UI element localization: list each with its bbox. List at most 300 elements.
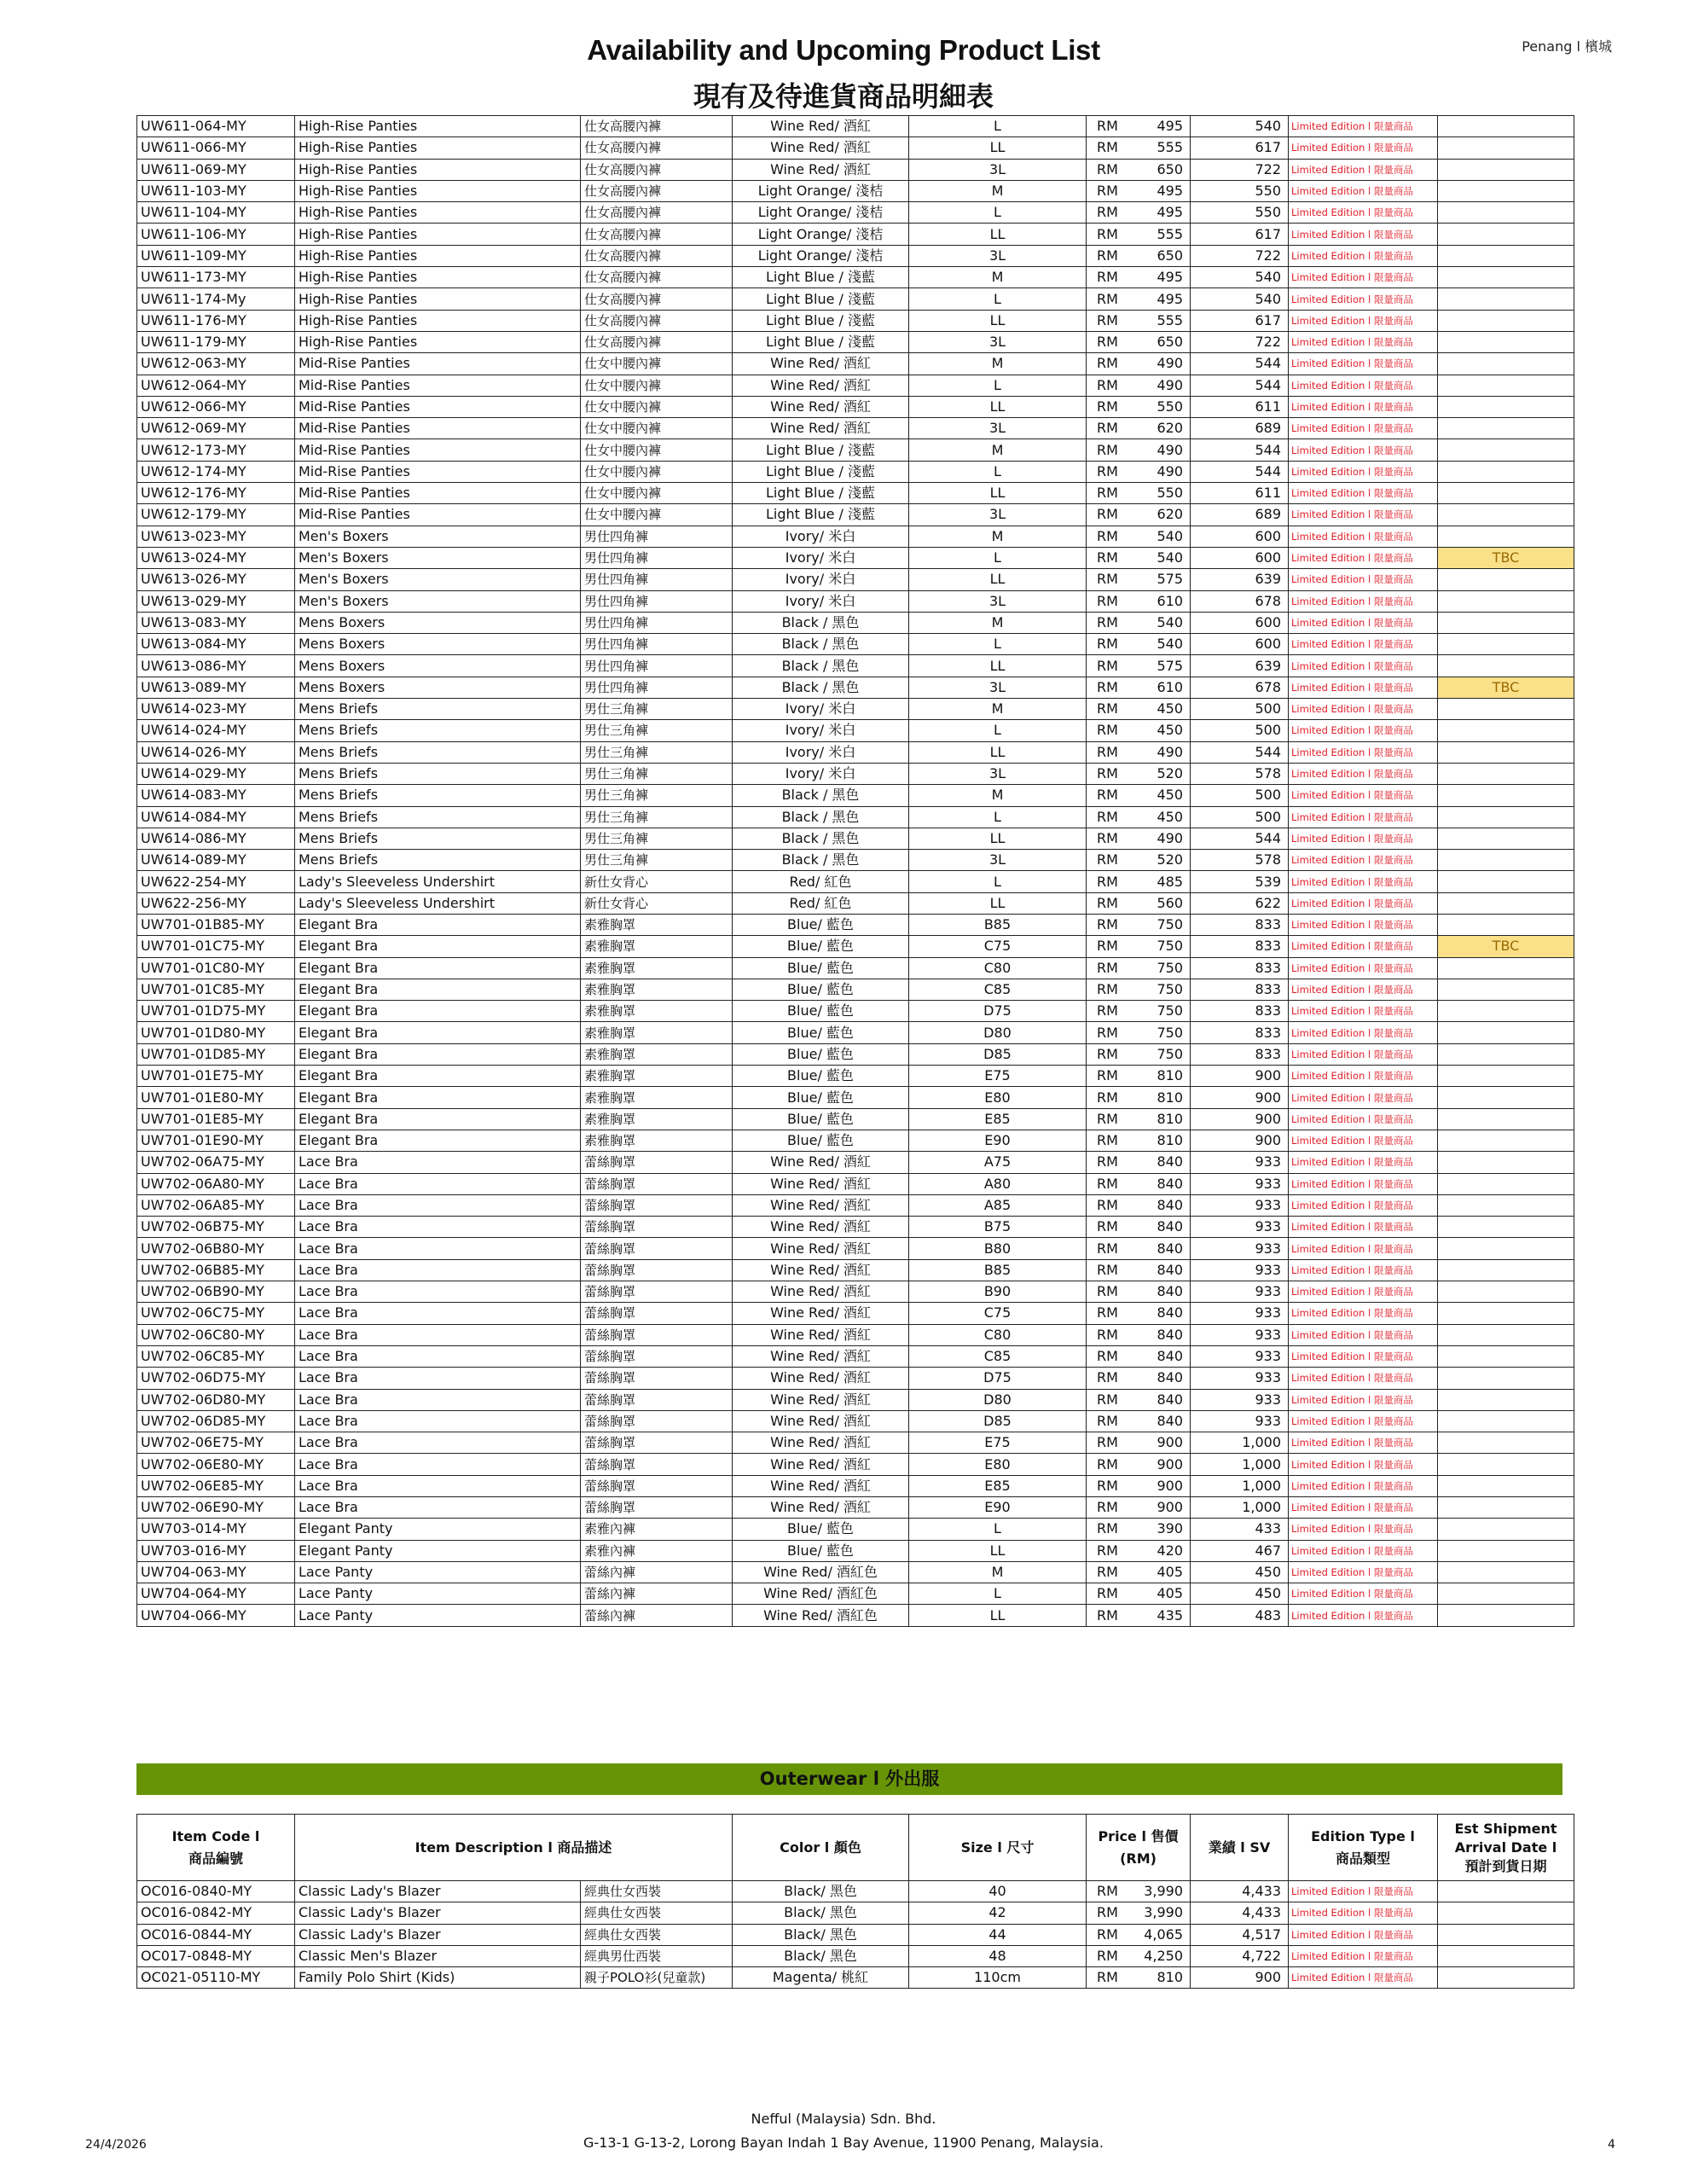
item-size: 40 (909, 1881, 1087, 1902)
item-code: UW611-109-MY (137, 245, 295, 266)
item-description: High-Rise Panties (295, 224, 581, 245)
item-description: Mid-Rise Panties (295, 504, 581, 526)
item-description-zh: 男仕三角褲 (581, 850, 733, 871)
price-value: 540 (1157, 549, 1183, 566)
currency-label: RM (1097, 1132, 1118, 1149)
item-code: UW614-089-MY (137, 850, 295, 871)
item-color: Blue/ 藍色 (733, 1066, 909, 1087)
table-row (137, 1173, 1574, 1194)
arrival-date (1438, 850, 1574, 871)
price-value: 900 (1157, 1499, 1183, 1516)
item-description-zh: 男仕四角褲 (581, 655, 733, 677)
table-row (137, 1605, 1574, 1626)
item-code: UW614-086-MY (137, 828, 295, 849)
item-description-zh: 蕾絲內褲 (581, 1561, 733, 1583)
currency-label: RM (1097, 873, 1118, 890)
item-description-zh: 蕾絲胸罩 (581, 1410, 733, 1432)
item-code: UW611-104-MY (137, 202, 295, 224)
item-price (1087, 1238, 1191, 1259)
item-color: Wine Red/ 酒紅色 (733, 1605, 909, 1626)
edition-type: Limited Edition l 限量商品 (1289, 310, 1438, 331)
item-description-zh: 男仕四角褲 (581, 569, 733, 590)
item-sv: 678 (1191, 677, 1289, 698)
item-description-zh: 蕾絲胸罩 (581, 1217, 733, 1238)
item-code: UW614-023-MY (137, 699, 295, 720)
item-color: Wine Red/ 酒紅 (733, 1368, 909, 1389)
item-code: UW701-01C75-MY (137, 936, 295, 957)
item-sv: 833 (1191, 936, 1289, 957)
item-sv: 833 (1191, 1022, 1289, 1043)
arrival-date (1438, 1001, 1574, 1022)
item-color: Black / 黑色 (733, 655, 909, 677)
item-size: C75 (909, 1303, 1087, 1324)
currency-label: RM (1097, 981, 1118, 998)
item-code: UW612-176-MY (137, 483, 295, 504)
edition-type: Limited Edition l 限量商品 (1289, 1108, 1438, 1130)
item-price (1087, 245, 1191, 266)
table-row (137, 1066, 1574, 1087)
currency-label: RM (1097, 376, 1118, 393)
item-price (1087, 785, 1191, 806)
item-sv: 1,000 (1191, 1454, 1289, 1475)
item-size: 3L (909, 590, 1087, 612)
item-description: Mid-Rise Panties (295, 439, 581, 461)
price-value: 490 (1157, 355, 1183, 372)
currency-label: RM (1097, 700, 1118, 717)
item-size: L (909, 871, 1087, 892)
item-size: A75 (909, 1152, 1087, 1173)
item-sv: 933 (1191, 1324, 1289, 1345)
table-row (137, 1001, 1574, 1022)
item-size: E85 (909, 1108, 1087, 1130)
table-row (137, 116, 1574, 137)
arrival-date (1438, 1561, 1574, 1583)
currency-label: RM (1097, 1153, 1118, 1170)
table-row (137, 806, 1574, 828)
item-size: 3L (909, 331, 1087, 352)
table-row (137, 1108, 1574, 1130)
table-row (137, 1881, 1574, 1902)
item-code: UW611-066-MY (137, 137, 295, 159)
item-sv: 578 (1191, 763, 1289, 784)
arrival-date (1438, 720, 1574, 741)
item-price (1087, 1519, 1191, 1540)
price-value: 4,250 (1144, 1948, 1183, 1965)
arrival-date (1438, 892, 1574, 914)
currency-label: RM (1097, 1218, 1118, 1235)
item-description: Elegant Bra (295, 1001, 581, 1022)
edition-type: Limited Edition l 限量商品 (1289, 1324, 1438, 1345)
item-sv: 544 (1191, 353, 1289, 375)
price-value: 435 (1157, 1606, 1183, 1623)
item-price (1087, 418, 1191, 439)
price-value: 750 (1157, 1045, 1183, 1062)
header-date-line3: 預計到貨日期 (1464, 1857, 1547, 1874)
edition-type: Limited Edition l 限量商品 (1289, 504, 1438, 526)
item-description-zh: 蕾絲胸罩 (581, 1497, 733, 1519)
price-value: 575 (1157, 657, 1183, 674)
item-description-zh: 男仕三角褲 (581, 720, 733, 741)
item-description: Mens Briefs (295, 806, 581, 828)
edition-type: Limited Edition l 限量商品 (1289, 1217, 1438, 1238)
price-value: 450 (1157, 808, 1183, 825)
edition-type: Limited Edition l 限量商品 (1289, 1540, 1438, 1561)
currency-label: RM (1097, 1067, 1118, 1084)
item-price (1087, 677, 1191, 698)
table-row (137, 979, 1574, 1000)
table-row (137, 957, 1574, 979)
arrival-date (1438, 655, 1574, 677)
item-size: E90 (909, 1497, 1087, 1519)
item-color: Wine Red/ 酒紅 (733, 396, 909, 417)
item-sv: 544 (1191, 461, 1289, 482)
item-description: Men's Boxers (295, 569, 581, 590)
item-size: C85 (909, 979, 1087, 1000)
item-sv: 544 (1191, 439, 1289, 461)
price-value: 840 (1157, 1412, 1183, 1429)
item-description-zh: 男仕四角褲 (581, 590, 733, 612)
currency-label: RM (1097, 527, 1118, 544)
item-description: Elegant Bra (295, 1043, 581, 1065)
edition-type: Limited Edition l 限量商品 (1289, 1022, 1438, 1043)
currency-label: RM (1097, 1542, 1118, 1559)
item-description-zh: 新仕女背心 (581, 892, 733, 914)
price-value: 490 (1157, 462, 1183, 479)
arrival-date (1438, 1259, 1574, 1281)
arrival-date (1438, 1475, 1574, 1496)
currency-label: RM (1097, 1926, 1118, 1943)
item-description-zh: 男仕四角褲 (581, 677, 733, 698)
item-description-zh: 素雅內褲 (581, 1519, 733, 1540)
item-code: UW702-06B75-MY (137, 1217, 295, 1238)
item-color: Wine Red/ 酒紅 (733, 1173, 909, 1194)
price-value: 520 (1157, 765, 1183, 782)
item-price (1087, 1303, 1191, 1324)
item-sv: 1,000 (1191, 1497, 1289, 1519)
item-code: UW702-06A75-MY (137, 1152, 295, 1173)
item-color: Light Blue / 淺藍 (733, 483, 909, 504)
item-size: 44 (909, 1924, 1087, 1945)
item-color: Black/ 黑色 (733, 1945, 909, 1966)
edition-type: Limited Edition l 限量商品 (1289, 1152, 1438, 1173)
arrival-date (1438, 1389, 1574, 1410)
arrival-date (1438, 202, 1574, 224)
table-row (137, 828, 1574, 849)
price-value: 490 (1157, 743, 1183, 760)
edition-type: Limited Edition l 限量商品 (1289, 850, 1438, 871)
table-row (137, 1432, 1574, 1454)
currency-label: RM (1097, 204, 1118, 221)
currency-label: RM (1097, 1412, 1118, 1429)
item-description-zh: 蕾絲胸罩 (581, 1152, 733, 1173)
item-color: Wine Red/ 酒紅 (733, 116, 909, 137)
currency-label: RM (1097, 355, 1118, 372)
item-code: OC016-0844-MY (137, 1924, 295, 1945)
item-sv: 544 (1191, 741, 1289, 763)
item-sv: 4,517 (1191, 1924, 1289, 1945)
edition-type: Limited Edition l 限量商品 (1289, 1087, 1438, 1108)
currency-label: RM (1097, 592, 1118, 609)
arrival-date (1438, 785, 1574, 806)
item-size: D80 (909, 1022, 1087, 1043)
currency-label: RM (1097, 1391, 1118, 1408)
currency-label: RM (1097, 1024, 1118, 1041)
table-row (137, 483, 1574, 504)
currency-label: RM (1097, 1089, 1118, 1106)
arrival-date (1438, 396, 1574, 417)
edition-type: Limited Edition l 限量商品 (1289, 1945, 1438, 1966)
item-description-zh: 仕女中腰內褲 (581, 375, 733, 396)
item-color: Light Blue / 淺藍 (733, 504, 909, 526)
currency-label: RM (1097, 1948, 1118, 1965)
item-color: Wine Red/ 酒紅 (733, 1217, 909, 1238)
header-arrival-date (1438, 1815, 1574, 1881)
item-code: UW701-01D75-MY (137, 1001, 295, 1022)
item-color: Ivory/ 米白 (733, 763, 909, 784)
arrival-date (1438, 741, 1574, 763)
arrival-date (1438, 439, 1574, 461)
price-value: 555 (1157, 225, 1183, 242)
item-description-zh: 蕾絲胸罩 (581, 1432, 733, 1454)
arrival-date (1438, 1043, 1574, 1065)
price-value: 390 (1157, 1520, 1183, 1537)
item-color: Red/ 紅色 (733, 871, 909, 892)
item-sv: 933 (1191, 1410, 1289, 1432)
arrival-date (1438, 288, 1574, 310)
price-value: 650 (1157, 160, 1183, 177)
item-color: Blue/ 藍色 (733, 914, 909, 935)
item-color: Light Orange/ 淺桔 (733, 202, 909, 224)
item-description: Lace Panty (295, 1605, 581, 1626)
currency-label: RM (1097, 678, 1118, 695)
item-code: UW704-063-MY (137, 1561, 295, 1583)
currency-label: RM (1097, 118, 1118, 135)
arrival-date (1438, 375, 1574, 396)
price-value: 650 (1157, 334, 1183, 351)
footer-company: Nefful (Malaysia) Sdn. Bhd. (751, 2111, 936, 2127)
item-color: Ivory/ 米白 (733, 547, 909, 568)
currency-label: RM (1097, 1002, 1118, 1019)
item-code: UW702-06E85-MY (137, 1475, 295, 1496)
edition-type: Limited Edition l 限量商品 (1289, 1130, 1438, 1151)
price-value: 520 (1157, 851, 1183, 868)
item-sv: 678 (1191, 590, 1289, 612)
edition-type: Limited Edition l 限量商品 (1289, 1238, 1438, 1259)
price-value: 540 (1157, 527, 1183, 544)
price-value: 900 (1157, 1455, 1183, 1472)
arrival-date (1438, 699, 1574, 720)
arrival-date (1438, 1583, 1574, 1605)
item-price (1087, 1001, 1191, 1022)
arrival-date (1438, 1194, 1574, 1216)
item-description: Elegant Bra (295, 1130, 581, 1151)
item-description: Mens Briefs (295, 763, 581, 784)
item-description-zh: 素雅胸罩 (581, 1066, 733, 1087)
item-size: 3L (909, 159, 1087, 180)
currency-label: RM (1097, 1326, 1118, 1343)
item-description-zh: 新仕女背心 (581, 871, 733, 892)
item-sv: 500 (1191, 785, 1289, 806)
item-price (1087, 1217, 1191, 1238)
edition-type: Limited Edition l 限量商品 (1289, 224, 1438, 245)
item-code: UW702-06C75-MY (137, 1303, 295, 1324)
item-size: M (909, 267, 1087, 288)
item-color: Light Blue / 淺藍 (733, 267, 909, 288)
item-sv: 933 (1191, 1345, 1289, 1367)
arrival-date (1438, 1217, 1574, 1238)
price-value: 405 (1157, 1564, 1183, 1581)
item-sv: 900 (1191, 1066, 1289, 1087)
item-size: B90 (909, 1281, 1087, 1303)
item-price (1087, 1173, 1191, 1194)
item-code: UW701-01E75-MY (137, 1066, 295, 1087)
item-description: Lace Bra (295, 1389, 581, 1410)
edition-type: Limited Edition l 限量商品 (1289, 634, 1438, 655)
edition-type: Limited Edition l 限量商品 (1289, 375, 1438, 396)
price-value: 420 (1157, 1542, 1183, 1559)
currency-label: RM (1097, 1283, 1118, 1300)
item-description: Lace Bra (295, 1259, 581, 1281)
item-color: Ivory/ 米白 (733, 590, 909, 612)
item-description-zh: 蕾絲胸罩 (581, 1194, 733, 1216)
arrival-date (1438, 914, 1574, 935)
item-size: 48 (909, 1945, 1087, 1966)
price-value: 575 (1157, 571, 1183, 588)
arrival-date (1438, 1432, 1574, 1454)
item-description: Lace Bra (295, 1497, 581, 1519)
item-code: UW702-06E80-MY (137, 1454, 295, 1475)
edition-type: Limited Edition l 限量商品 (1289, 763, 1438, 784)
item-code: UW702-06E75-MY (137, 1432, 295, 1454)
item-description: Mid-Rise Panties (295, 461, 581, 482)
arrival-date (1438, 1945, 1574, 1966)
item-description-zh: 男仕四角褲 (581, 547, 733, 568)
item-code: UW612-173-MY (137, 439, 295, 461)
edition-type: Limited Edition l 限量商品 (1289, 418, 1438, 439)
page-title: Availability and Upcoming Product List (587, 34, 1100, 66)
item-price (1087, 957, 1191, 979)
item-description: Lady's Sleeveless Undershirt (295, 871, 581, 892)
item-code: UW702-06D85-MY (137, 1410, 295, 1432)
arrival-date (1438, 137, 1574, 159)
header-price-label: Price l 售價 (1098, 1827, 1179, 1844)
item-code: OC021-05110-MY (137, 1967, 295, 1989)
item-sv: 933 (1191, 1217, 1289, 1238)
item-code: UW614-026-MY (137, 741, 295, 763)
header-price-unit: (RM) (1120, 1850, 1157, 1867)
item-color: Light Blue / 淺藍 (733, 310, 909, 331)
item-description: Lace Bra (295, 1303, 581, 1324)
item-description-zh: 素雅胸罩 (581, 1108, 733, 1130)
currency-label: RM (1097, 571, 1118, 588)
item-color: Wine Red/ 酒紅 (733, 1238, 909, 1259)
arrival-date (1438, 418, 1574, 439)
table-row (137, 741, 1574, 763)
item-description-zh: 蕾絲胸罩 (581, 1259, 733, 1281)
header-sv: 業績 l SV (1191, 1815, 1289, 1881)
item-code: UW611-176-MY (137, 310, 295, 331)
arrival-date (1438, 1497, 1574, 1519)
arrival-date (1438, 806, 1574, 828)
item-description: High-Rise Panties (295, 267, 581, 288)
price-value: 610 (1157, 592, 1183, 609)
item-price (1087, 1945, 1191, 1966)
table-row (137, 936, 1574, 957)
table-row (137, 1022, 1574, 1043)
item-code: UW702-06A80-MY (137, 1173, 295, 1194)
arrival-date (1438, 483, 1574, 504)
item-code: OC016-0842-MY (137, 1902, 295, 1924)
item-color: Light Blue / 淺藍 (733, 439, 909, 461)
currency-label: RM (1097, 613, 1118, 630)
item-code: UW702-06C80-MY (137, 1324, 295, 1345)
table-row (137, 720, 1574, 741)
header-row (137, 1815, 1574, 1881)
item-size: M (909, 612, 1087, 633)
price-value: 620 (1157, 420, 1183, 437)
item-sv: 639 (1191, 569, 1289, 590)
item-code: UW702-06B85-MY (137, 1259, 295, 1281)
price-value: 840 (1157, 1326, 1183, 1343)
item-description-zh: 蕾絲胸罩 (581, 1281, 733, 1303)
edition-type: Limited Edition l 限量商品 (1289, 1345, 1438, 1367)
item-description: Lace Bra (295, 1217, 581, 1238)
price-value: 620 (1157, 506, 1183, 523)
item-price (1087, 1497, 1191, 1519)
price-value: 490 (1157, 829, 1183, 846)
item-color: Wine Red/ 酒紅色 (733, 1583, 909, 1605)
arrival-date (1438, 116, 1574, 137)
item-price (1087, 116, 1191, 137)
item-sv: 467 (1191, 1540, 1289, 1561)
item-sv: 600 (1191, 634, 1289, 655)
item-price (1087, 1194, 1191, 1216)
price-value: 840 (1157, 1304, 1183, 1321)
item-description: Mens Boxers (295, 655, 581, 677)
footer-address: G-13-1 G-13-2, Lorong Bayan Indah 1 Bay Avenue, 11900 Penang, Malaysia. (583, 2135, 1104, 2151)
currency-label: RM (1097, 1045, 1118, 1062)
currency-label: RM (1097, 485, 1118, 502)
item-description: Mens Boxers (295, 677, 581, 698)
item-description-zh: 仕女高腰內褲 (581, 159, 733, 180)
currency-label: RM (1097, 311, 1118, 328)
price-value: 900 (1157, 1434, 1183, 1451)
item-size: L (909, 375, 1087, 396)
item-code: UW701-01B85-MY (137, 914, 295, 935)
price-value: 450 (1157, 700, 1183, 717)
item-price (1087, 936, 1191, 957)
edition-type: Limited Edition l 限量商品 (1289, 202, 1438, 224)
item-size: LL (909, 396, 1087, 417)
item-price (1087, 288, 1191, 310)
item-description: Lace Bra (295, 1368, 581, 1389)
item-price (1087, 439, 1191, 461)
item-price (1087, 267, 1191, 288)
item-description: Lace Bra (295, 1173, 581, 1194)
price-value: 495 (1157, 290, 1183, 307)
item-size: M (909, 785, 1087, 806)
item-size: D85 (909, 1043, 1087, 1065)
item-description: Lace Bra (295, 1194, 581, 1216)
item-size: D80 (909, 1389, 1087, 1410)
currency-label: RM (1097, 462, 1118, 479)
price-value: 495 (1157, 118, 1183, 135)
item-price (1087, 1130, 1191, 1151)
item-price (1087, 828, 1191, 849)
item-code: UW702-06A85-MY (137, 1194, 295, 1216)
item-color: Magenta/ 桃紅 (733, 1967, 909, 1989)
currency-label: RM (1097, 1175, 1118, 1192)
